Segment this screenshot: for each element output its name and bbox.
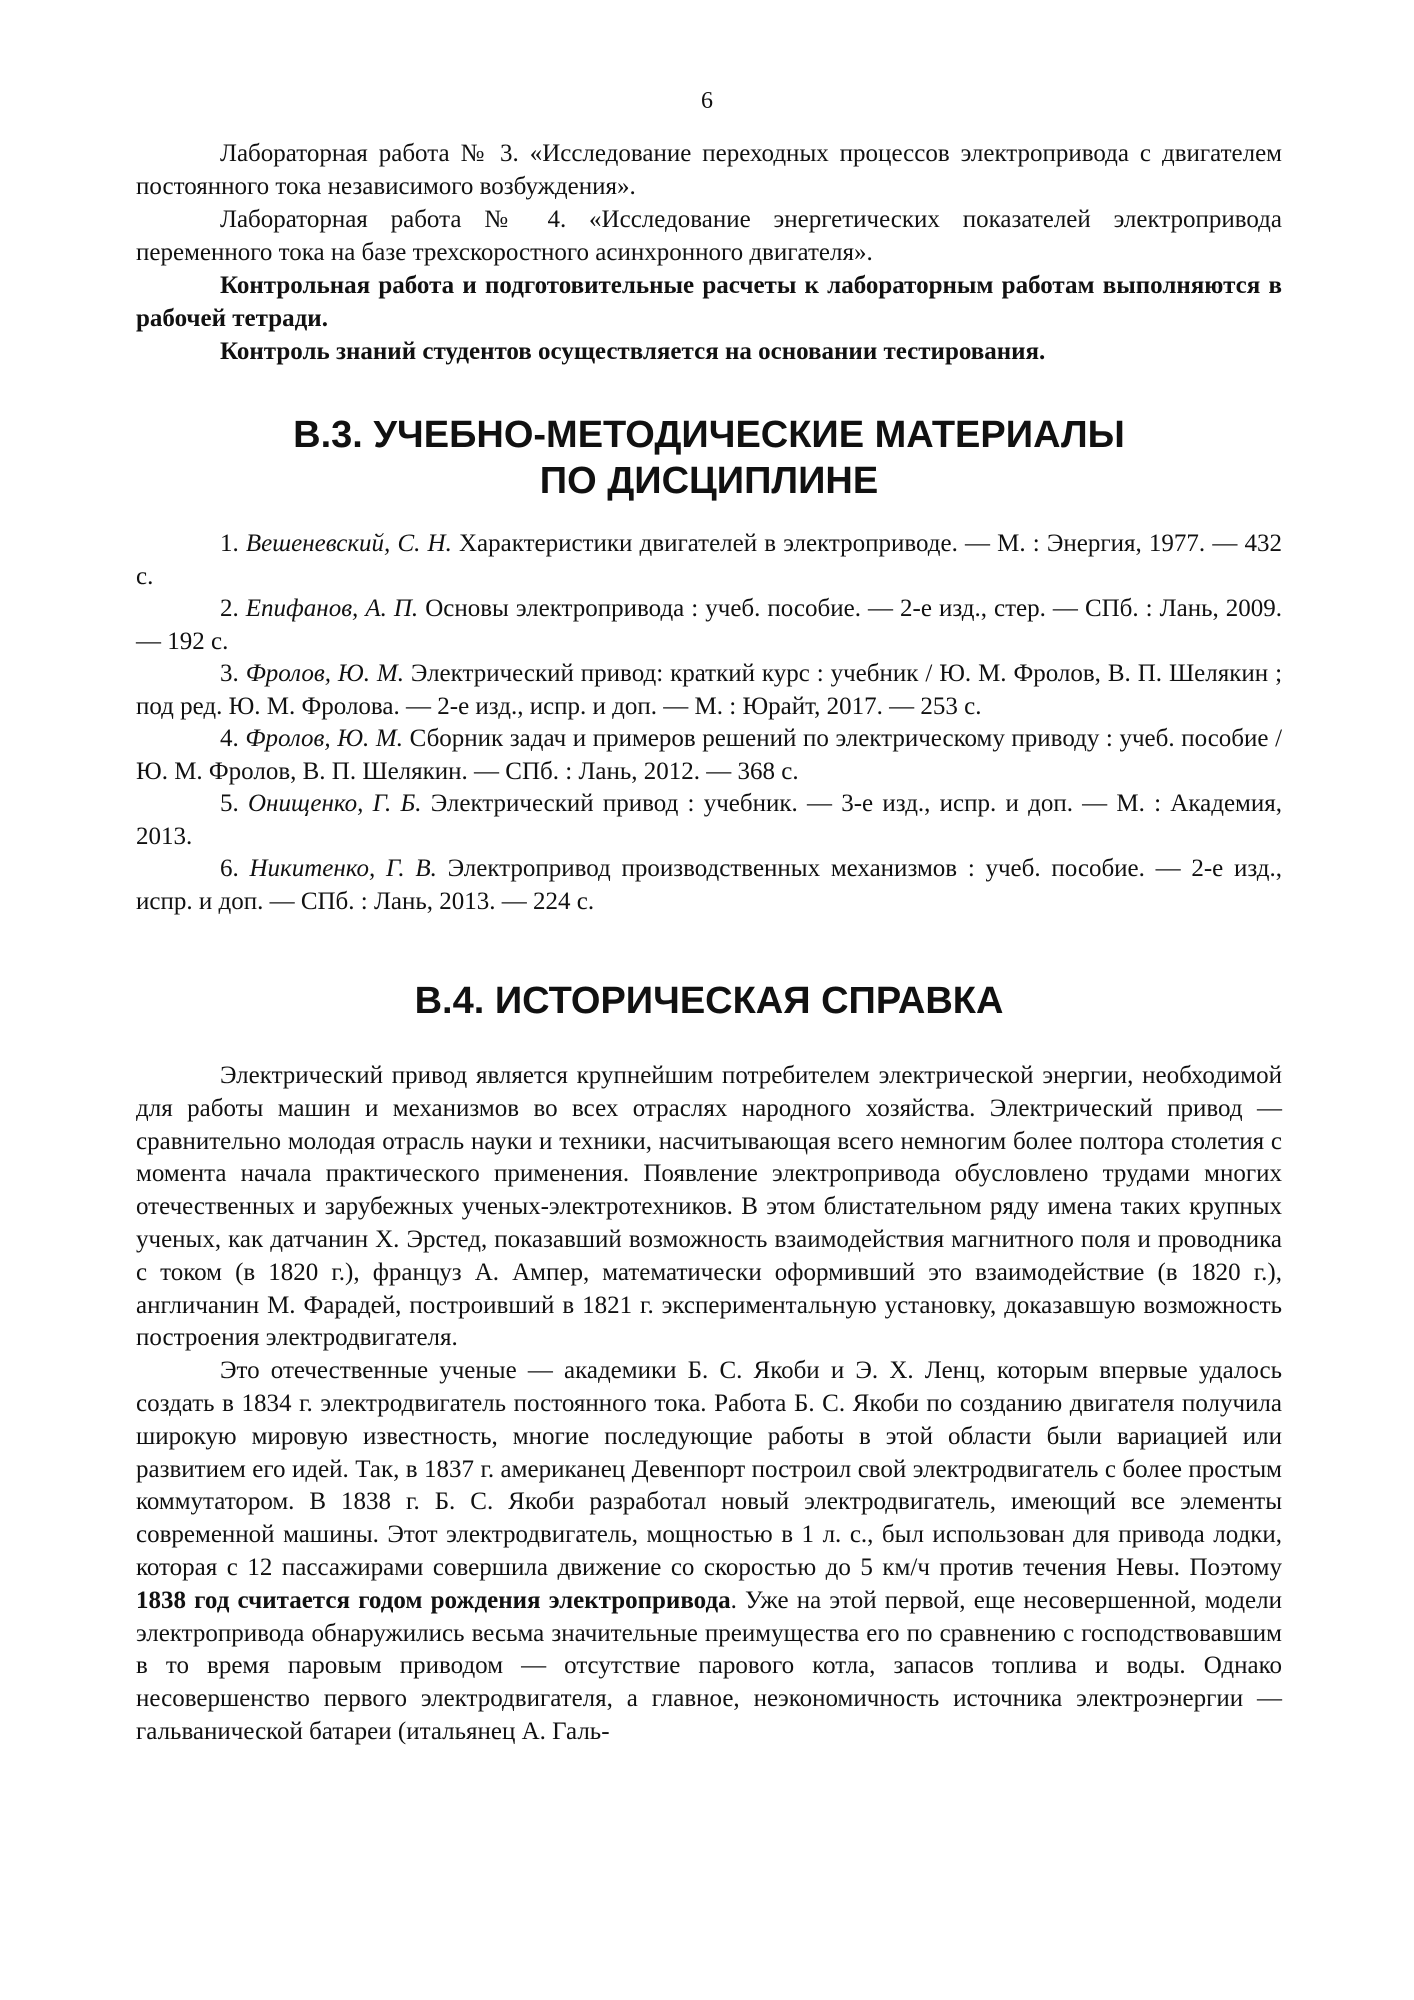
reference-item <box>136 853 1282 918</box>
lab-work-3: Лабораторная работа № 3. «Исследование переходных процессов электропривода с двигателем постоянного тока независимого возбуждения». <box>136 140 1282 200</box>
section-b3-heading <box>136 412 1282 504</box>
reference-author: Онищенко, Г. Б. <box>247 790 422 817</box>
history-paragraph-2-end: . Уже на этой первой, еще несовершенной, модели электропривода обнаружились весьма значительные преимущества его по сравнению с господствовавшим в то время паровым приводом — отсутствие парового котла, запасов топлива и воды. Однако несовершенство первого электродвигателя, а главное, неэкономичность источника электроэнергии — гальванической батареи (итальянец А. Галь- <box>136 1586 1282 1745</box>
section-b4-heading: В.4. ИСТОРИЧЕСКАЯ СПРАВКА <box>414 980 1004 1022</box>
reference-item <box>136 593 1282 658</box>
reference-author: Фролов, Ю. М. <box>245 725 403 752</box>
intro-section <box>136 137 1282 368</box>
history-paragraph-2 <box>136 1355 1282 1749</box>
reference-author: Вешеневский, С. Н. <box>245 530 452 557</box>
reference-item <box>136 788 1282 853</box>
reference-text: Сборник задач и примеров решений по электрическому приводу : учеб. пособие / Ю. М. Фролов, В. П. Шелякин. — СПб. : Лань, 2012. — 368 с. <box>136 725 1283 785</box>
reference-item <box>136 658 1282 723</box>
reference-item <box>136 723 1282 788</box>
reference-number: 3. <box>220 660 239 687</box>
reference-author: Фролов, Ю. М. <box>245 660 404 687</box>
reference-item <box>136 528 1282 593</box>
reference-text: Характеристики двигателей в электроприводе. — М. : Энергия, 1977. — 432 с. <box>136 530 1282 590</box>
history-section <box>136 1060 1282 1749</box>
reference-number: 6. <box>220 855 239 882</box>
lab-work-4: Лабораторная работа № 4. «Исследование энергетических показателей электропривода переменного тока на базе трехскоростного асинхронного двигателя». <box>136 206 1282 266</box>
section-b3-title-line2: ПО ДИСЦИПЛИНЕ <box>539 460 879 502</box>
reference-text: Электрический привод : учебник. — 3-е изд., испр. и доп. — М. : Академия, 2013. <box>136 790 1282 850</box>
history-highlight: 1838 год считается годом рождения электропривода <box>136 1586 731 1614</box>
reference-text: Электропривод производственных механизмов : учеб. пособие. — 2-е изд., испр. и доп. — СПб. : Лань, 2013. — 224 с. <box>136 855 1283 915</box>
reference-number: 2. <box>220 595 239 622</box>
reference-number: 4. <box>220 725 239 752</box>
history-paragraph-1: Электрический привод является крупнейшим потребителем электрической энергии, необходимой для работы машин и механизмов во всех отраслях народного хозяйства. Электрический привод — сравнительно молодая отрасль науки и техники, насчитывающая всего немногим более полтора столетия с момента начала практического применения. Появление электропривода обусловлено трудами многих отечественных и зарубежных ученых-электротехников. В этом блистательном ряду имена таких крупных ученых, как датчанин Х. Эрстед, показавший возможность взаимодействия магнитного поля и проводника с током (в 1820 г.), француз А. Ампер, математически оформивший это взаимодействие (в 1820 г.), англичанин М. Фарадей, построивший в 1821 г. экспериментальную установку, доказавшую возможность построения электродвигателя. <box>136 1062 1282 1352</box>
page-content <box>136 137 1282 1749</box>
reference-author: Епифанов, А. П. <box>245 595 419 622</box>
reference-number: 5. <box>220 790 239 817</box>
reference-text: Основы электропривода : учеб. пособие. — 2-е изд., стер. — СПб. : Лань, 2009. — 192 с. <box>136 595 1282 655</box>
note-testing: Контроль знаний студентов осуществляется на основании тестирования. <box>220 338 1046 365</box>
note-workbook: Контрольная работа и подготовительные расчеты к лабораторным работам выполняются в рабочей тетради. <box>136 272 1282 332</box>
history-paragraph-2-start: Это отечественные ученые — академики Б. С. Якоби и Э. Х. Ленц, которым впервые удалось создать в 1834 г. электродвигатель постоянного тока. Работа Б. С. Якоби по созданию двигателя получила широкую мировую известность, многие последующие работы в этой области были вариацией или развитием его идей. Так, в 1837 г. американец Девенпорт построил свой электродвигатель с более простым коммутатором. В 1838 г. Б. С. Якоби разработал новый электродвигатель, имеющий все элементы современной машины. Этот электродвигатель, мощностью в 1 л. с., был использован для привода лодки, которая с 12 пассажирами совершила движение со скоростью до 5 км/ч против течения Невы. Поэтому <box>136 1357 1282 1581</box>
reference-text: Электрический привод: краткий курс : учебник / Ю. М. Фролов, В. П. Шелякин ; под ред. Ю. М. Фролова. — 2-е изд., испр. и доп. — М. : Юрайт, 2017. — 253 с. <box>136 660 1283 720</box>
reference-author: Никитенко, Г. В. <box>249 855 437 882</box>
reference-number: 1. <box>220 530 239 557</box>
section-b3-title-line1: В.3. УЧЕБНО-МЕТОДИЧЕСКИЕ МАТЕРИАЛЫ <box>293 414 1125 456</box>
page-number: 6 <box>701 88 713 114</box>
reference-list <box>136 528 1282 918</box>
